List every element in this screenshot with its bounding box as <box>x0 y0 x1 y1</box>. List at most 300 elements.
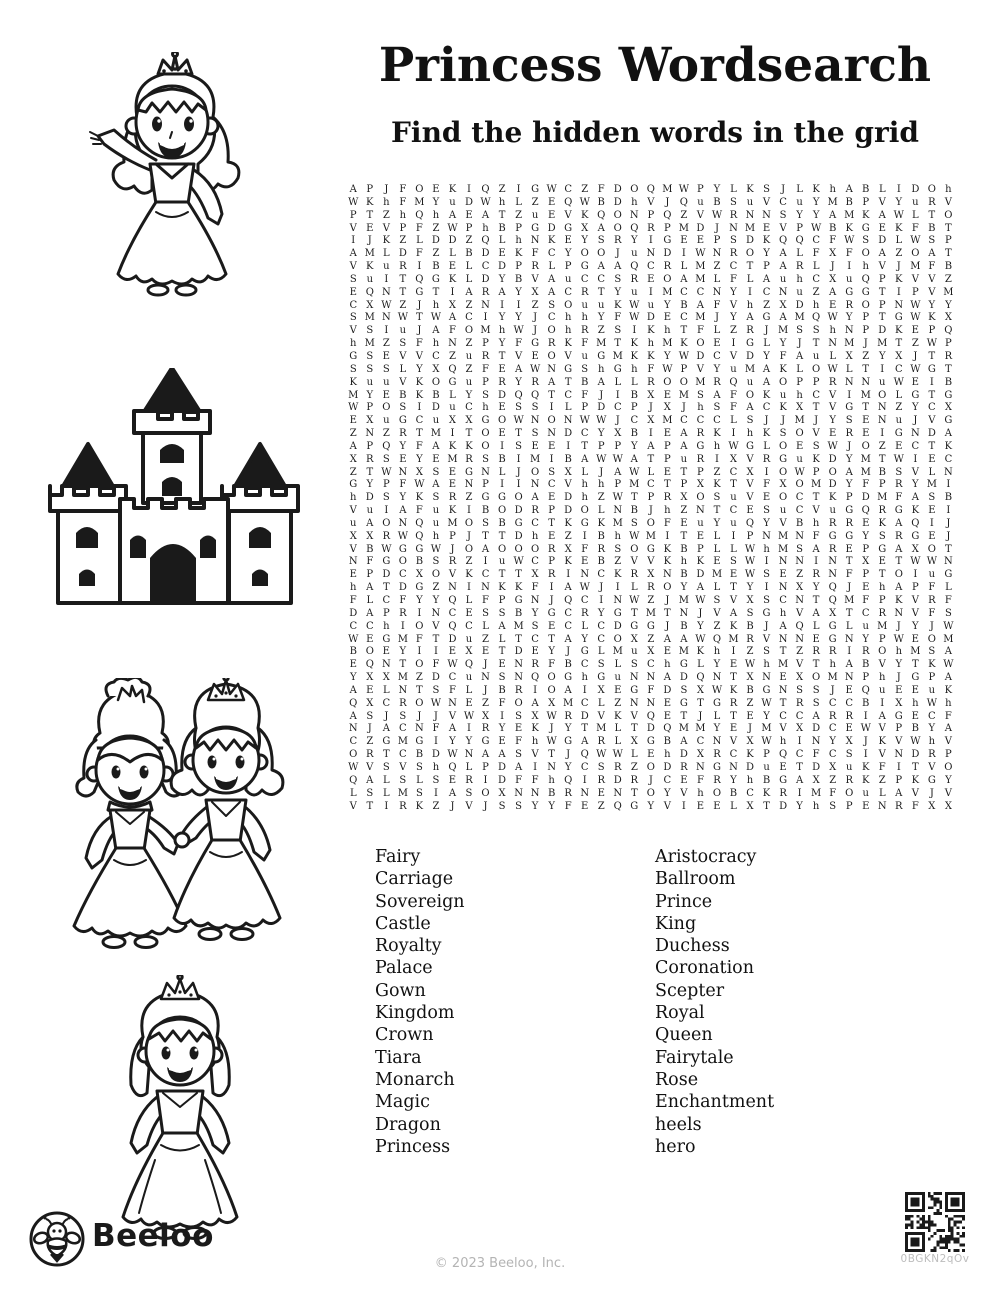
grid-letter: T <box>713 505 721 517</box>
grid-letter: F <box>415 505 423 517</box>
grid-letter: K <box>861 761 870 773</box>
grid-letter: Y <box>630 440 638 452</box>
grid-letter: A <box>680 633 688 645</box>
grid-letter: W <box>348 402 359 414</box>
grid-letter: Y <box>531 607 539 619</box>
grid-letter: O <box>547 684 556 696</box>
grid-letter: X <box>746 736 754 748</box>
grid-letter: S <box>349 363 357 375</box>
grid-letter: I <box>863 749 868 761</box>
grid-letter: B <box>878 466 886 478</box>
grid-letter: P <box>663 440 671 452</box>
grid-letter: Y <box>862 633 870 645</box>
grid-letter: P <box>862 325 870 337</box>
grid-letter: N <box>580 787 590 799</box>
grid-letter: L <box>878 787 886 799</box>
grid-letter: K <box>448 184 457 195</box>
grid-letter: B <box>597 530 605 542</box>
grid-letter: E <box>581 556 589 568</box>
grid-letter: X <box>812 774 820 786</box>
grid-letter: L <box>614 723 622 735</box>
grid-letter: I <box>582 774 587 786</box>
grid-letter: M <box>877 620 888 632</box>
grid-letter: V <box>944 736 952 748</box>
grid-letter: P <box>697 466 704 478</box>
grid-letter: T <box>515 633 522 645</box>
grid-letter: Y <box>730 774 737 786</box>
grid-letter: A <box>399 505 407 517</box>
grid-letter: E <box>581 800 589 812</box>
grid-letter: G <box>597 672 606 684</box>
grid-letter: W <box>447 659 458 671</box>
grid-letter: M <box>910 646 921 658</box>
grid-letter: K <box>448 440 457 452</box>
grid-letter: C <box>729 466 738 478</box>
grid-letter: J <box>367 235 372 247</box>
grid-letter: O <box>745 389 755 401</box>
grid-letter: W <box>430 312 442 324</box>
grid-letter: Y <box>515 286 522 298</box>
grid-letter: N <box>679 607 689 619</box>
grid-letter: M <box>645 607 656 619</box>
grid-row <box>345 261 957 274</box>
grid-letter: B <box>663 736 672 748</box>
grid-letter: V <box>878 749 886 761</box>
grid-letter: P <box>945 749 952 761</box>
grid-letter: T <box>812 402 820 414</box>
grid-letter: N <box>415 723 424 735</box>
grid-letter: C <box>349 620 358 632</box>
grid-letter: V <box>382 222 390 234</box>
bee-icon <box>28 1210 86 1268</box>
grid-letter: h <box>746 774 754 786</box>
grid-letter: B <box>729 787 738 799</box>
grid-letter: u <box>879 684 886 696</box>
grid-letter: V <box>878 196 886 208</box>
grid-letter: N <box>514 672 523 684</box>
grid-letter: h <box>664 505 671 517</box>
grid-letter: I <box>847 389 852 401</box>
grid-letter: K <box>514 248 523 260</box>
grid-letter: T <box>812 492 820 504</box>
grid-letter: h <box>862 261 869 273</box>
grid-letter: Y <box>796 800 803 812</box>
grid-letter: N <box>398 517 408 529</box>
grid-letter: I <box>615 389 620 401</box>
grid-letter: A <box>895 787 903 799</box>
grid-letter: O <box>547 415 556 427</box>
grid-letter: O <box>613 633 622 645</box>
grid-letter: X <box>498 787 506 799</box>
grid-letter: V <box>829 402 837 414</box>
grid-letter: A <box>746 312 754 324</box>
grid-letter: J <box>648 774 653 786</box>
grid-row <box>345 711 957 724</box>
grid-letter: E <box>564 235 572 247</box>
grid-letter: Z <box>366 736 374 748</box>
grid-letter: F <box>895 492 903 504</box>
grid-letter: G <box>481 492 490 504</box>
grid-letter: A <box>878 710 886 722</box>
grid-letter: M <box>596 338 607 350</box>
grid-letter: C <box>680 286 688 298</box>
grid-letter: L <box>383 774 390 786</box>
grid-letter: A <box>680 736 688 748</box>
grid-letter: u <box>779 389 787 401</box>
grid-letter: Q <box>944 325 953 337</box>
grid-letter: R <box>597 736 605 748</box>
grid-letter: h <box>879 582 886 594</box>
grid-letter: G <box>514 595 523 606</box>
grid-letter: M <box>447 453 458 465</box>
grid-letter: F <box>349 595 357 606</box>
word-list-item: Crown <box>375 1025 434 1046</box>
grid-letter: L <box>498 633 506 645</box>
grid-letter: W <box>529 363 541 375</box>
grid-letter: A <box>514 761 523 773</box>
word-list-item: hero <box>655 1136 696 1157</box>
grid-letter: J <box>417 710 422 722</box>
grid-letter: Z <box>399 299 407 311</box>
grid-letter: I <box>483 312 488 324</box>
grid-letter: K <box>895 273 903 285</box>
grid-letter: V <box>779 723 787 735</box>
grid-letter: G <box>498 492 507 504</box>
grid-letter: C <box>597 620 606 632</box>
grid-letter: u <box>912 196 919 208</box>
grid-letter: R <box>399 428 407 440</box>
grid-letter: R <box>547 543 556 555</box>
grid-letter: X <box>746 672 754 684</box>
grid-letter: N <box>910 428 920 440</box>
grid-letter: C <box>647 659 655 671</box>
grid-letter: N <box>613 595 623 606</box>
grid-letter: C <box>911 440 920 452</box>
grid-letter: N <box>514 787 523 799</box>
grid-letter: E <box>762 222 771 234</box>
grid-letter: u <box>432 517 440 529</box>
grid-letter: G <box>712 697 721 709</box>
grid-letter: O <box>911 248 920 260</box>
grid-letter: E <box>812 633 820 645</box>
qr-code <box>905 1192 965 1256</box>
grid-letter: u <box>746 196 754 208</box>
grid-row <box>345 723 957 736</box>
grid-letter: Q <box>448 761 457 773</box>
grid-letter: E <box>928 453 936 465</box>
grid-letter: A <box>647 440 655 452</box>
grid-letter: h <box>432 209 440 221</box>
grid-letter: h <box>581 672 588 684</box>
grid-letter: X <box>829 761 837 773</box>
grid-letter: R <box>828 517 837 529</box>
grid-letter: V <box>349 505 357 517</box>
grid-letter: G <box>564 736 573 748</box>
grid-row <box>345 634 957 647</box>
grid-letter: P <box>382 479 390 491</box>
grid-letter: Q <box>778 749 788 761</box>
grid-row <box>345 749 957 762</box>
grid-letter: W <box>695 248 706 260</box>
grid-letter: E <box>366 684 374 696</box>
grid-letter: J <box>681 402 686 414</box>
grid-letter: N <box>464 479 474 491</box>
grid-letter: F <box>663 517 671 529</box>
grid-letter: M <box>943 633 954 645</box>
grid-letter: R <box>845 710 853 722</box>
grid-letter: Y <box>432 595 440 606</box>
grid-letter: D <box>498 261 507 273</box>
grid-letter: E <box>547 209 556 221</box>
grid-letter: W <box>893 633 904 645</box>
grid-letter: G <box>762 312 771 324</box>
grid-letter: h <box>664 749 671 761</box>
grid-letter: C <box>613 402 622 414</box>
grid-letter: F <box>399 184 407 195</box>
grid-letter: W <box>695 633 706 645</box>
word-list-item: Duchess <box>655 936 730 957</box>
grid-letter: S <box>349 312 357 324</box>
grid-letter: K <box>663 543 672 555</box>
grid-letter: S <box>531 428 539 440</box>
grid-letter: W <box>910 312 921 324</box>
grid-letter: W <box>678 350 690 362</box>
grid-letter: I <box>764 582 769 594</box>
grid-letter: P <box>796 222 803 234</box>
grid-letter: I <box>880 697 885 709</box>
grid-letter: h <box>829 325 836 337</box>
grid-letter: C <box>382 595 391 606</box>
grid-letter: I <box>632 325 637 337</box>
grid-row <box>345 351 957 364</box>
grid-letter: G <box>679 659 688 671</box>
grid-letter: T <box>779 697 787 709</box>
grid-letter: Y <box>564 761 572 773</box>
grid-letter: K <box>366 261 374 273</box>
grid-letter: G <box>630 620 639 632</box>
grid-letter: D <box>861 492 870 504</box>
grid-letter: O <box>861 299 870 311</box>
grid-letter: G <box>696 440 705 452</box>
grid-letter: Z <box>614 556 622 568</box>
grid-letter: C <box>349 736 358 748</box>
grid-letter: T <box>812 338 820 350</box>
grid-letter: W <box>447 749 458 761</box>
grid-letter: J <box>483 800 488 812</box>
grid-letter: X <box>366 530 374 542</box>
grid-letter: u <box>697 517 704 529</box>
grid-letter: T <box>928 350 936 362</box>
grid-letter: X <box>614 428 622 440</box>
grid-letter: Y <box>812 582 820 594</box>
grid-letter: A <box>779 620 787 632</box>
grid-letter: W <box>414 479 425 491</box>
grid-letter: R <box>828 646 837 658</box>
grid-letter: S <box>928 646 936 658</box>
grid-letter: u <box>383 376 390 388</box>
grid-letter: F <box>564 800 572 812</box>
grid-letter: J <box>615 415 620 427</box>
grid-letter: K <box>614 299 622 311</box>
grid-letter: R <box>828 376 837 388</box>
grid-letter: Q <box>828 595 837 606</box>
grid-letter: S <box>614 325 622 337</box>
grid-letter: F <box>448 325 456 337</box>
grid-letter: B <box>944 492 953 504</box>
grid-letter: E <box>829 428 837 440</box>
grid-letter: O <box>382 517 391 529</box>
grid-row <box>345 325 957 338</box>
grid-letter: I <box>384 273 389 285</box>
grid-letter: E <box>663 312 672 324</box>
grid-letter: E <box>779 761 787 773</box>
grid-letter: R <box>481 350 490 362</box>
grid-letter: X <box>415 466 423 478</box>
grid-letter: F <box>812 530 820 542</box>
grid-letter: I <box>549 402 554 414</box>
grid-letter: K <box>564 517 572 529</box>
grid-letter: E <box>382 389 390 401</box>
grid-letter: M <box>811 787 822 799</box>
grid-letter: A <box>498 286 506 298</box>
grid-letter: K <box>630 338 639 350</box>
grid-letter: A <box>713 389 721 401</box>
grid-letter: A <box>597 376 605 388</box>
grid-letter: N <box>778 582 788 594</box>
grid-letter: D <box>564 428 573 440</box>
grid-letter: P <box>647 492 655 504</box>
grid-letter: M <box>860 453 871 465</box>
grid-letter: u <box>432 505 440 517</box>
grid-letter: E <box>911 710 919 722</box>
grid-letter: h <box>812 800 820 812</box>
grid-letter: G <box>531 184 540 195</box>
grid-letter: G <box>431 273 440 285</box>
grid-letter: V <box>895 736 903 748</box>
grid-letter: h <box>697 402 704 414</box>
grid-letter: u <box>862 620 869 632</box>
grid-letter: O <box>547 350 556 362</box>
grid-letter: h <box>548 774 555 786</box>
grid-letter: O <box>349 749 358 761</box>
grid-letter: K <box>647 325 655 337</box>
grid-letter: I <box>648 286 653 298</box>
grid-letter: Z <box>895 402 903 414</box>
grid-row <box>345 210 957 223</box>
grid-letter: M <box>529 453 541 465</box>
grid-letter: S <box>763 184 770 195</box>
grid-letter: Z <box>432 800 440 812</box>
grid-letter: F <box>829 787 837 799</box>
grid-letter: I <box>467 723 471 735</box>
grid-letter: u <box>697 196 704 208</box>
grid-letter: J <box>615 248 620 260</box>
grid-letter: N <box>448 582 457 594</box>
grid-letter: Z <box>812 286 820 298</box>
grid-letter: D <box>464 196 473 208</box>
grid-letter: u <box>647 299 655 311</box>
grid-letter: Z <box>415 672 423 684</box>
grid-letter: h <box>581 312 588 324</box>
grid-letter: M <box>348 389 359 401</box>
grid-letter: W <box>629 466 640 478</box>
grid-letter: u <box>465 672 473 684</box>
grid-letter: W <box>348 761 359 773</box>
grid-letter: I <box>731 428 736 440</box>
grid-letter: C <box>597 569 606 581</box>
grid-letter: R <box>812 646 820 658</box>
grid-letter: I <box>847 261 852 273</box>
grid-letter: A <box>465 286 473 298</box>
grid-letter: A <box>762 273 771 285</box>
grid-letter: M <box>844 595 855 606</box>
grid-letter: K <box>762 389 771 401</box>
grid-letter: L <box>630 376 638 388</box>
grid-letter: V <box>795 659 804 671</box>
grid-letter: N <box>629 209 639 221</box>
grid-letter: K <box>680 338 688 350</box>
grid-letter: L <box>597 646 605 658</box>
grid-letter: X <box>481 710 490 722</box>
grid-letter: N <box>431 607 441 619</box>
grid-letter: S <box>829 800 837 812</box>
grid-letter: I <box>913 569 918 581</box>
grid-letter: N <box>762 672 771 684</box>
grid-letter: Y <box>664 299 671 311</box>
grid-letter: O <box>646 761 655 773</box>
grid-letter: T <box>416 428 423 440</box>
grid-letter: h <box>598 363 605 375</box>
grid-letter: V <box>779 517 787 529</box>
grid-letter: L <box>465 761 473 773</box>
grid-letter: G <box>464 466 473 478</box>
grid-letter: C <box>762 402 771 414</box>
grid-letter: F <box>415 440 423 452</box>
grid-letter: G <box>911 389 920 401</box>
grid-letter: K <box>928 659 936 671</box>
grid-letter: V <box>630 710 638 722</box>
grid-letter: F <box>928 582 936 594</box>
grid-letter: B <box>415 749 424 761</box>
grid-letter: I <box>648 235 653 247</box>
grid-letter: N <box>547 761 557 773</box>
grid-letter: V <box>911 595 919 606</box>
grid-letter: T <box>945 543 952 555</box>
grid-letter: E <box>448 774 457 786</box>
grid-letter: P <box>366 402 374 414</box>
grid-letter: J <box>566 749 571 761</box>
grid-letter: W <box>430 543 442 555</box>
grid-letter: M <box>678 222 690 234</box>
grid-letter: I <box>483 556 488 568</box>
grid-letter: I <box>500 710 505 722</box>
grid-letter: Y <box>746 582 754 594</box>
grid-letter: h <box>812 299 820 311</box>
grid-letter: E <box>531 440 539 452</box>
grid-letter: W <box>893 376 904 388</box>
grid-letter: B <box>415 556 424 568</box>
grid-row <box>345 235 957 248</box>
grid-letter: L <box>465 595 473 606</box>
grid-letter: G <box>613 363 622 375</box>
grid-letter: N <box>481 466 490 478</box>
grid-letter: E <box>762 492 771 504</box>
grid-letter: M <box>711 569 723 581</box>
grid-letter: G <box>845 402 854 414</box>
grid-letter: F <box>845 248 853 260</box>
grid-letter: T <box>416 684 423 696</box>
grid-row <box>345 312 957 325</box>
